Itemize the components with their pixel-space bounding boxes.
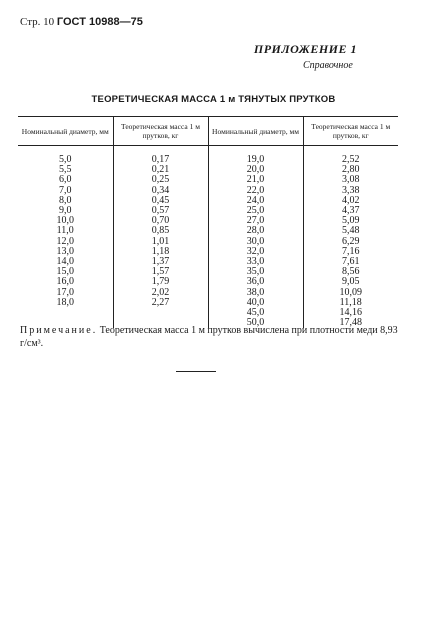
table-cell: 0,21 <box>113 165 208 175</box>
table-cell: 10,0 <box>56 215 74 227</box>
table-cell: 45,0 <box>208 308 303 318</box>
table-cell: 6,29 <box>303 237 398 247</box>
table-cell: 14,0 <box>56 256 74 268</box>
table-cell: 4,37 <box>303 206 398 216</box>
footnote-text: Теоретическая масса 1 м прутков вычислена при плотности меди 8,93 г/см³. <box>20 325 398 349</box>
table-cell: 1,01 <box>113 237 208 247</box>
page-header <box>20 16 143 28</box>
table-row <box>18 146 398 166</box>
divider <box>176 371 216 372</box>
column-header: Теоретическая масса 1 м прутков, кг <box>113 117 208 146</box>
table-cell <box>18 308 113 318</box>
table-cell: 2,27 <box>113 298 208 308</box>
appendix-title: ПРИЛОЖЕНИЕ 1 <box>253 42 357 56</box>
table-cell: 20,0 <box>208 165 303 175</box>
table-row <box>18 175 398 185</box>
table-cell: 14,16 <box>303 308 398 318</box>
table-cell: 36,0 <box>208 277 303 287</box>
table-cell: 5,0 <box>59 154 72 165</box>
table-cell: 5,5 <box>59 164 72 176</box>
table-cell: 0,34 <box>113 186 208 196</box>
table-cell: 25,0 <box>208 206 303 216</box>
table-cell: 7,16 <box>303 247 398 257</box>
table-cell: 2,02 <box>113 288 208 298</box>
table-title: ТЕОРЕТИЧЕСКАЯ МАССА 1 м ТЯНУТЫХ ПРУТКОВ <box>91 94 336 105</box>
table-row <box>18 186 398 196</box>
table-cell: 38,0 <box>208 288 303 298</box>
table-cell: 50,0 <box>208 318 303 328</box>
table-cell: 32,0 <box>208 247 303 257</box>
table-cell: 9,0 <box>59 205 72 217</box>
mass-table <box>18 116 398 328</box>
table-cell: 40,0 <box>208 298 303 308</box>
standard-number: ГОСТ 10988—75 <box>56 16 143 28</box>
table-cell: 13,0 <box>56 245 74 257</box>
table-cell: 22,0 <box>208 186 303 196</box>
table-cell: 35,0 <box>208 267 303 277</box>
table-cell: 0,45 <box>113 196 208 206</box>
table-row <box>18 267 398 277</box>
column-header: Номинальный диаметр, мм <box>18 117 113 146</box>
table-cell: 1,37 <box>113 257 208 267</box>
table-cell: 8,0 <box>59 194 72 206</box>
table-cell: 9,05 <box>303 277 398 287</box>
table-cell <box>113 308 208 318</box>
column-header: Теоретическая масса 1 м прутков, кг <box>303 117 398 146</box>
table-cell: 11,18 <box>303 298 398 308</box>
table-cell: 0,57 <box>113 206 208 216</box>
table-row <box>18 165 398 175</box>
table-cell: 5,09 <box>303 216 398 226</box>
table-cell: 27,0 <box>208 216 303 226</box>
appendix-subtitle: Справочное <box>303 60 353 71</box>
table-cell: 17,48 <box>303 318 398 328</box>
table-cell: 5,48 <box>303 226 398 236</box>
table-row <box>18 237 398 247</box>
table-cell: 4,02 <box>303 196 398 206</box>
table-row <box>18 257 398 267</box>
table-cell: 15,0 <box>56 266 74 278</box>
table-cell: 33,0 <box>208 257 303 267</box>
table-row <box>18 226 398 236</box>
table-cell: 30,0 <box>208 237 303 247</box>
table-cell: 0,85 <box>113 226 208 236</box>
footnote-label: Примечание. <box>20 325 98 336</box>
column-header: Номинальный диаметр, мм <box>208 117 303 146</box>
footnote <box>20 324 403 350</box>
table-row <box>18 206 398 216</box>
table-cell: 21,0 <box>208 175 303 185</box>
table-row <box>18 196 398 206</box>
table-cell: 0,70 <box>113 216 208 226</box>
table-cell: 19,0 <box>208 146 303 166</box>
table-cell: 17,0 <box>56 286 74 298</box>
table-cell: 24,0 <box>208 196 303 206</box>
table-cell: 2,80 <box>303 165 398 175</box>
page-number: Стр. 10 <box>20 16 55 28</box>
table-row <box>18 216 398 226</box>
table-cell: 2,52 <box>303 146 398 166</box>
table-cell: 0,17 <box>113 146 208 166</box>
table-cell: 12,0 <box>56 235 74 247</box>
table-cell: 7,0 <box>59 184 72 196</box>
table-body <box>18 146 398 329</box>
table-header-row <box>18 117 398 146</box>
table-cell: 6,0 <box>59 174 72 186</box>
table-cell: 11,0 <box>56 225 74 237</box>
table-cell: 1,57 <box>113 267 208 277</box>
table-cell: 16,0 <box>56 276 74 288</box>
table-cell: 28,0 <box>208 226 303 236</box>
table-cell: 0,25 <box>113 175 208 185</box>
table-row <box>18 247 398 257</box>
table-cell: 8,56 <box>303 267 398 277</box>
table-cell: 1,79 <box>113 277 208 287</box>
table-cell: 10,09 <box>303 288 398 298</box>
table-cell: 18,0 <box>56 296 74 308</box>
table-cell: 3,08 <box>303 175 398 185</box>
table-cell: 1,18 <box>113 247 208 257</box>
table-cell: 7,61 <box>303 257 398 267</box>
table-cell: 3,38 <box>303 186 398 196</box>
